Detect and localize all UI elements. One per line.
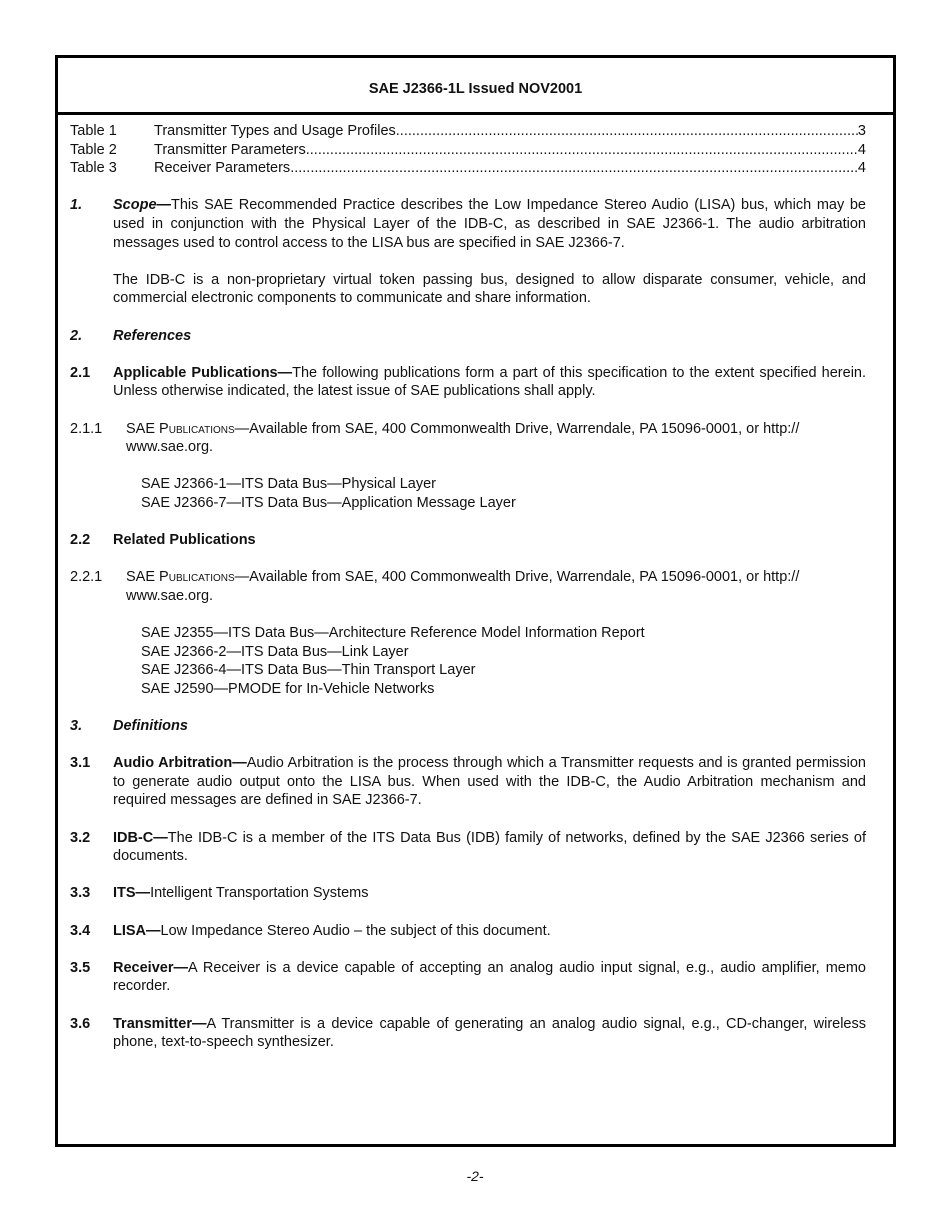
definition-item <box>70 829 866 866</box>
section-number: 3.5 <box>70 959 91 976</box>
table-of-tables <box>70 122 866 178</box>
section-number: 3.1 <box>70 755 91 772</box>
section-number: 3.2 <box>70 829 91 846</box>
section-2-1 <box>70 364 866 401</box>
document-title: SAE J2366-1L Issued NOV2001 <box>368 81 583 97</box>
list-item: SAE J2366-1—ITS Data Bus—Physical Layer <box>141 476 436 493</box>
definition-term: ITS— <box>113 885 151 902</box>
definition-term: Receiver— <box>113 959 188 976</box>
definition-item <box>70 922 866 941</box>
toc-page: 4 <box>857 160 866 177</box>
toc-row <box>70 141 866 160</box>
section-number: 3.6 <box>70 1015 91 1032</box>
toc-row <box>70 159 866 178</box>
list-item: SAE J2590—PMODE for In-Vehicle Networks <box>141 680 435 697</box>
list-item: SAE J2366-7—ITS Data Bus—Application Message Layer <box>141 494 516 511</box>
definition-item <box>70 1015 866 1052</box>
list-item: SAE J2355—ITS Data Bus—Architecture Reference Model Information Report <box>141 625 645 642</box>
section-scope <box>70 196 866 252</box>
toc-number: Table 1 <box>70 123 117 139</box>
definition-text: The IDB-C is a member of the ITS Data Bus (IDB) family of networks, defined by the SAE J2366 series of documents. <box>113 829 866 865</box>
definition-item <box>70 959 866 996</box>
toc-number: Table 2 <box>70 141 117 158</box>
toc-title: Transmitter Types and Usage Profiles <box>154 123 396 139</box>
section-2-2 <box>70 531 866 550</box>
section-heading: References <box>113 327 192 344</box>
reference-list <box>141 475 866 512</box>
section-number: 3.3 <box>70 885 91 902</box>
definition-term: Transmitter— <box>113 1015 207 1032</box>
definition-term: Audio Arbitration— <box>113 755 247 772</box>
definition-term: LISA— <box>113 922 161 939</box>
section-2-2-1: 2.2.1 SAE Publications—Available from SAE, 400 Commonwealth Drive, Warrendale, PA 15096-0001, or http:// www.sae.org. <box>70 569 800 604</box>
document-body <box>70 122 866 1052</box>
scope-paragraph-2: The IDB-C is a non-proprietary virtual token passing bus, designed to allow disparate consumer, vehicle, and commercial electronic components to communicate and share information. <box>113 271 866 307</box>
section-2-1-1: 2.1.1 SAE Publications—Available from SAE, 400 Commonwealth Drive, Warrendale, PA 15096-0001, or http:// www.sae.org. <box>70 420 800 456</box>
definition-item <box>70 754 866 810</box>
section-number: 2. <box>70 327 83 344</box>
toc-leader <box>396 122 858 141</box>
section-text: This SAE Recommended Practice describes the Low Impedance Stereo Audio (LISA) bus, which may be used in conjunction with the Physical Layer of the IDB-C, as described in SAE J2366-1. The audio arbitration messages used to control access to the LISA bus are specified in SAE J2366-7. <box>113 197 866 251</box>
toc-leader <box>290 159 858 178</box>
section-heading: Applicable Publications— <box>113 364 293 381</box>
list-item: SAE J2366-2—ITS Data Bus—Link Layer <box>141 643 409 660</box>
section-text: The following publications form a part of this specification to the extent specified herein. Unless otherwise indicated, the latest issue of SAE publications shall apply. <box>113 364 867 400</box>
definition-item <box>70 884 866 903</box>
page-header <box>58 58 893 115</box>
page-frame <box>55 55 896 1147</box>
reference-list <box>141 624 866 698</box>
definition-text: Intelligent Transportation Systems <box>150 885 369 902</box>
definition-text: Low Impedance Stereo Audio – the subject of this document. <box>160 922 551 939</box>
section-heading: Definitions <box>113 718 188 734</box>
section-number: 2.1.1 <box>70 420 103 437</box>
toc-number: Table 3 <box>70 160 117 177</box>
section-definitions <box>70 717 866 736</box>
list-item: SAE J2366-4—ITS Data Bus—Thin Transport Layer <box>141 662 476 679</box>
section-number: 3.4 <box>70 922 91 939</box>
definition-text: A Transmitter is a device capable of generating an analog audio signal, e.g., CD-changer, wireless phone, text-to-speech synthesizer. <box>113 1015 866 1051</box>
toc-title: Transmitter Parameters <box>154 141 306 158</box>
section-heading: Related Publications <box>113 532 256 549</box>
section-number: 2.1 <box>70 364 91 381</box>
section-heading: Scope— <box>113 197 172 214</box>
definition-text: Audio Arbitration is the process through which a Transmitter requests and is granted permission to generate audio output onto the LISA bus. When used with the IDB-C, the Audio Arbitration mechanism and required messages are defined in SAE J2366-7. <box>113 755 866 809</box>
section-number: 2.2.1 <box>70 569 103 586</box>
definition-term: IDB-C— <box>113 829 168 846</box>
definition-text: A Receiver is a device capable of accepting an analog audio input signal, e.g., audio amplifier, memo recorder. <box>113 959 866 995</box>
page-number: -2- <box>466 1168 484 1184</box>
section-number: 2.2 <box>70 532 91 549</box>
section-number: 3. <box>70 718 83 734</box>
toc-title: Receiver Parameters <box>154 160 291 177</box>
toc-row <box>70 122 866 141</box>
toc-page: 3 <box>857 123 866 139</box>
section-number: 1. <box>70 197 83 214</box>
toc-leader <box>306 141 858 160</box>
section-references <box>70 327 866 346</box>
toc-page: 4 <box>857 141 866 158</box>
